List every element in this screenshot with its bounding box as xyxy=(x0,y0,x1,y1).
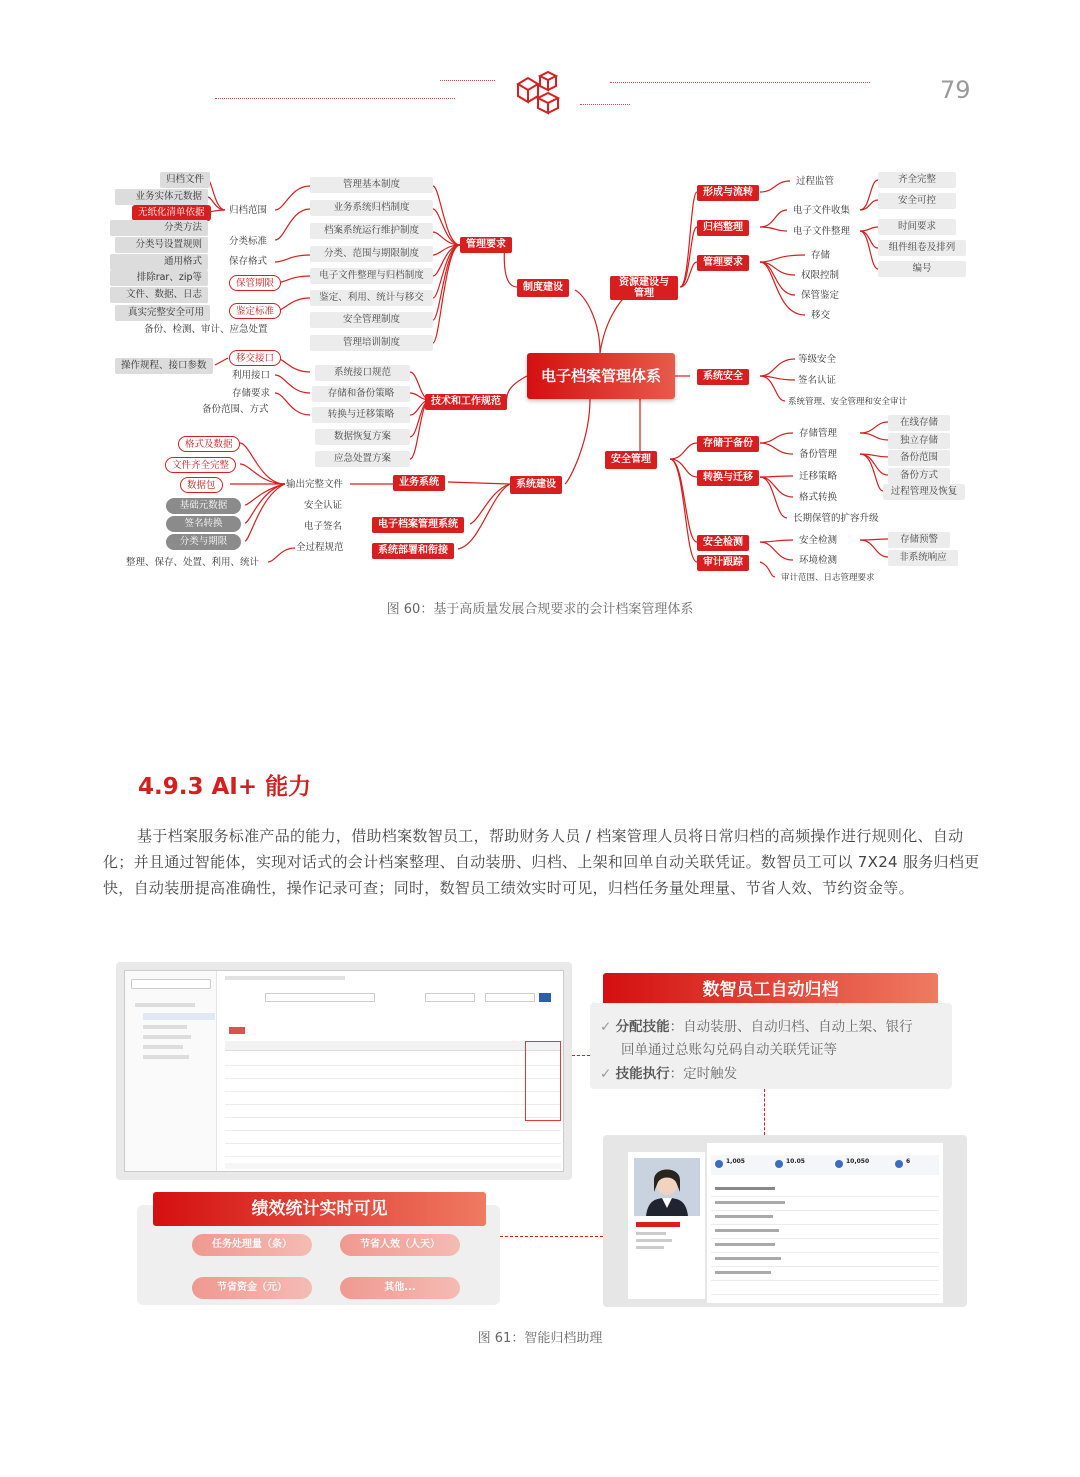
employee-info-bar xyxy=(636,1239,672,1242)
task-row-text xyxy=(715,1215,773,1218)
stat-icon xyxy=(895,1160,903,1168)
page-number: 79 xyxy=(940,76,971,104)
tree-row xyxy=(143,1025,187,1029)
mm-center-node: 电子档案管理体系 xyxy=(527,353,675,399)
stat-value: 1,005 xyxy=(726,1158,745,1165)
task-row-text xyxy=(715,1243,775,1246)
mm-node: 存储预警 xyxy=(888,532,950,548)
screenshot-action-button xyxy=(229,1027,245,1034)
mm-branch: 存储于备份 xyxy=(697,436,759,452)
mm-node: 独立存储 xyxy=(888,433,950,449)
mm-branch: 制度建设 xyxy=(517,279,569,297)
task-row-text xyxy=(715,1229,779,1232)
mm-node: 迁移策略 xyxy=(799,471,838,482)
mm-node: 存储管理 xyxy=(799,428,838,439)
exec-text: ：定时触发 xyxy=(669,1066,738,1082)
mm-node: 齐全完整 xyxy=(878,172,956,188)
mm-node: 数据包 xyxy=(180,477,223,493)
mm-node: 电子文件整理 xyxy=(793,226,851,237)
mm-branch: 管理要求 xyxy=(697,255,749,271)
mm-node: 文件、数据、日志 xyxy=(110,287,208,303)
mm-node: 鉴定、利用、统计与移交 xyxy=(310,290,433,306)
connector xyxy=(764,1089,765,1135)
mm-node: 在线存储 xyxy=(888,415,950,431)
exec-label: 技能执行 xyxy=(615,1066,670,1082)
mm-branch: 归档整理 xyxy=(697,220,749,236)
metric-pill: 任务处理量（条） xyxy=(192,1234,312,1256)
stat-icon xyxy=(715,1160,723,1168)
mm-branch: 系统部署和衔接 xyxy=(372,543,454,559)
mm-node: 系统管理、安全管理和安全审计 xyxy=(788,397,908,407)
mm-branch: 形成与流转 xyxy=(697,185,759,201)
mm-branch: 转换与迁移 xyxy=(697,470,759,486)
avatar xyxy=(634,1158,700,1216)
connector xyxy=(500,1236,603,1237)
mm-branch: 审计跟踪 xyxy=(697,555,749,571)
mm-node: 系统接口规范 xyxy=(315,365,410,381)
mm-node: 备份、检测、审计、应急处置 xyxy=(144,324,268,335)
mm-node: 签名认证 xyxy=(798,375,837,386)
mm-node: 文件齐全完整 xyxy=(165,457,236,473)
employee-name-bar xyxy=(636,1222,680,1227)
mm-node: 分类号设置规则 xyxy=(115,237,208,253)
mm-branch: 系统建设 xyxy=(510,476,562,494)
mm-node: 环境检测 xyxy=(799,555,838,566)
task-row-text xyxy=(715,1271,771,1274)
metric-pill: 节省资金（元） xyxy=(192,1277,312,1299)
mm-node: 业务实体元数据 xyxy=(115,189,208,205)
body-paragraph: 基于档案服务标准产品的能力，借助档案数智员工，帮助财务人员 / 档案管理人员将日常归档的高频操作进行规则化、自动化；并且通过智能体，实现对话式的会计档案整理、自动装册、归档、上架和回单自动关联凭证。数智员工可以 7X24 服务归档更快，自动装册提高准确性，操作记录可查；同时，数智员工绩效实时可见，归档任务量处理量、节省人效、节约资金等。 xyxy=(103,827,980,897)
mm-node: 排除rar、zip等 xyxy=(110,270,208,286)
mm-node: 归档文件 xyxy=(160,172,210,188)
mm-node: 格式转换 xyxy=(799,492,838,503)
section-heading: 4.9.3 AI+ 能力 xyxy=(138,774,312,800)
mm-node: 安全可控 xyxy=(878,193,956,209)
mm-node: 存储和备份策略 xyxy=(312,386,410,402)
mm-node: 无纸化清单依据 xyxy=(132,205,211,221)
metric-pill: 节省人效（人天） xyxy=(340,1234,460,1256)
task-row-text xyxy=(715,1201,785,1204)
mm-node: 签名转换 xyxy=(166,516,241,532)
figure-caption: 图 60：基于高质量发展合规要求的会计档案管理体系 xyxy=(386,602,694,617)
skill-box xyxy=(590,1003,952,1089)
mm-node: 保存格式 xyxy=(229,256,268,267)
mm-node: 通用格式 xyxy=(110,254,208,270)
mm-node: 安全管理制度 xyxy=(310,312,433,328)
mm-branch: 安全管理 xyxy=(605,451,657,469)
mm-node: 过程监管 xyxy=(796,176,835,187)
tree-row xyxy=(143,1045,183,1049)
mm-node: 管理基本制度 xyxy=(310,177,433,193)
mm-node: 基础元数据 xyxy=(166,498,241,514)
mm-node: 数据恢复方案 xyxy=(315,429,410,445)
tree-row xyxy=(143,1035,191,1039)
skill-text-cont: 回单通过总账勾兑码自动关联凭证等 xyxy=(621,1042,837,1058)
mm-node: 管理培训制度 xyxy=(310,335,433,351)
stat-icon xyxy=(835,1160,843,1168)
mm-branch: 技术和工作规范 xyxy=(425,394,507,410)
skill-label: 分配技能 xyxy=(615,1019,670,1035)
mm-node: 保管期限 xyxy=(229,275,281,291)
digital-employee-panel xyxy=(603,1135,967,1307)
mm-branch: 业务系统 xyxy=(393,475,445,491)
mm-branch: 管理要求 xyxy=(460,237,512,253)
archive-ui-window xyxy=(124,970,564,1172)
mm-node: 档案系统运行维护制度 xyxy=(310,223,433,239)
task-row-text xyxy=(715,1187,775,1190)
mm-node: 非系统响应 xyxy=(888,550,958,566)
screenshot-sidebar xyxy=(125,971,217,1171)
mm-node: 操作规程、接口参数 xyxy=(115,358,213,374)
mm-node: 安全检测 xyxy=(799,535,838,546)
performance-title: 绩效统计实时可见 xyxy=(153,1192,486,1226)
mm-node: 等级安全 xyxy=(798,354,837,365)
mm-branch: 系统安全 xyxy=(697,369,749,385)
screenshot-table-header xyxy=(225,1041,561,1051)
mm-node: 备份方式 xyxy=(888,468,950,484)
mm-node: 转换与迁移策略 xyxy=(312,407,410,423)
mm-node: 格式及数据 xyxy=(178,436,240,452)
archive-ui-screenshot xyxy=(116,962,572,1180)
mm-node: 分类标准 xyxy=(229,236,268,247)
mm-node: 全过程规范 xyxy=(296,542,344,553)
mm-node: 分类方法 xyxy=(110,220,208,236)
skill-line: ✓ 分配技能：自动装册、自动归档、自动上架、银行 xyxy=(600,1019,913,1035)
tree-row xyxy=(135,1003,195,1007)
mm-node: 分类、范围与期限制度 xyxy=(310,246,433,262)
mm-node: 编号 xyxy=(878,261,966,277)
screenshot-tabs xyxy=(225,976,345,980)
mm-node: 存储 xyxy=(811,250,831,261)
mm-node: 权限控制 xyxy=(801,270,840,281)
connector xyxy=(572,1055,590,1056)
stats-row xyxy=(711,1155,939,1175)
mm-branch: 电子档案管理系统 xyxy=(372,517,464,533)
mm-node: 移交接口 xyxy=(229,350,281,366)
mm-node: 输出完整文件 xyxy=(286,479,344,490)
task-list xyxy=(711,1183,939,1295)
mm-node: 组件组卷及排列 xyxy=(878,240,966,256)
screenshot-pagination xyxy=(225,1163,561,1169)
employee-info-bar xyxy=(636,1232,666,1235)
mm-node: 真实完整安全可用 xyxy=(115,305,210,321)
mm-node: 安全认证 xyxy=(304,500,343,511)
mm-node: 备份范围、方式 xyxy=(202,404,269,415)
mm-node: 时间要求 xyxy=(878,219,956,235)
screenshot-highlight xyxy=(525,1041,561,1121)
mm-node: 备份范围 xyxy=(888,450,950,466)
mm-node: 电子文件整理与归档制度 xyxy=(310,268,433,284)
screenshot-filter-row xyxy=(225,993,555,1003)
tree-row xyxy=(143,1013,215,1020)
screenshot-search xyxy=(131,979,211,989)
exec-line: ✓ 技能执行：定时触发 xyxy=(600,1066,738,1082)
stat-icon xyxy=(775,1160,783,1168)
dashboard xyxy=(707,1143,943,1303)
stat-value: 10,050 xyxy=(846,1158,870,1165)
mm-node: 长期保管的扩容升级 xyxy=(793,513,879,524)
mm-node: 存储要求 xyxy=(232,388,271,399)
mm-node: 分类与期限 xyxy=(166,534,241,550)
metric-pill: 其他... xyxy=(340,1277,460,1299)
mm-node: 应急处置方案 xyxy=(315,451,410,467)
skill-text: ：自动装册、自动归档、自动上架、银行 xyxy=(669,1019,913,1035)
mm-node: 归档范围 xyxy=(229,205,268,216)
mm-node: 电子签名 xyxy=(304,521,343,532)
mm-node: 过程管理及恢复 xyxy=(883,484,965,500)
mm-node: 备份管理 xyxy=(799,449,838,460)
mm-node: 业务系统归档制度 xyxy=(310,200,433,216)
figure-caption: 图 61：智能归档助理 xyxy=(477,1331,603,1346)
employee-info-bar xyxy=(636,1246,664,1249)
screenshot-table-body xyxy=(225,1053,561,1161)
task-row-text xyxy=(715,1257,781,1260)
mm-node: 鉴定标准 xyxy=(229,303,281,319)
auto-archive-title: 数智员工自动归档 xyxy=(603,973,938,1007)
mm-node: 电子文件收集 xyxy=(793,205,851,216)
stat-value: 6 xyxy=(906,1158,911,1165)
mm-node: 利用接口 xyxy=(232,370,271,381)
mm-branch: 资源建设与管理 xyxy=(610,276,678,300)
mm-node: 移交 xyxy=(811,310,831,321)
mm-node: 审计范围、日志管理要求 xyxy=(781,573,875,583)
mm-node: 整理、保存、处置、利用、统计 xyxy=(126,557,260,568)
mm-node: 保管鉴定 xyxy=(801,290,840,301)
employee-card xyxy=(628,1152,705,1299)
mm-branch: 安全检测 xyxy=(697,535,749,551)
tree-row xyxy=(143,1055,189,1059)
stat-value: 10.05 xyxy=(786,1158,805,1165)
